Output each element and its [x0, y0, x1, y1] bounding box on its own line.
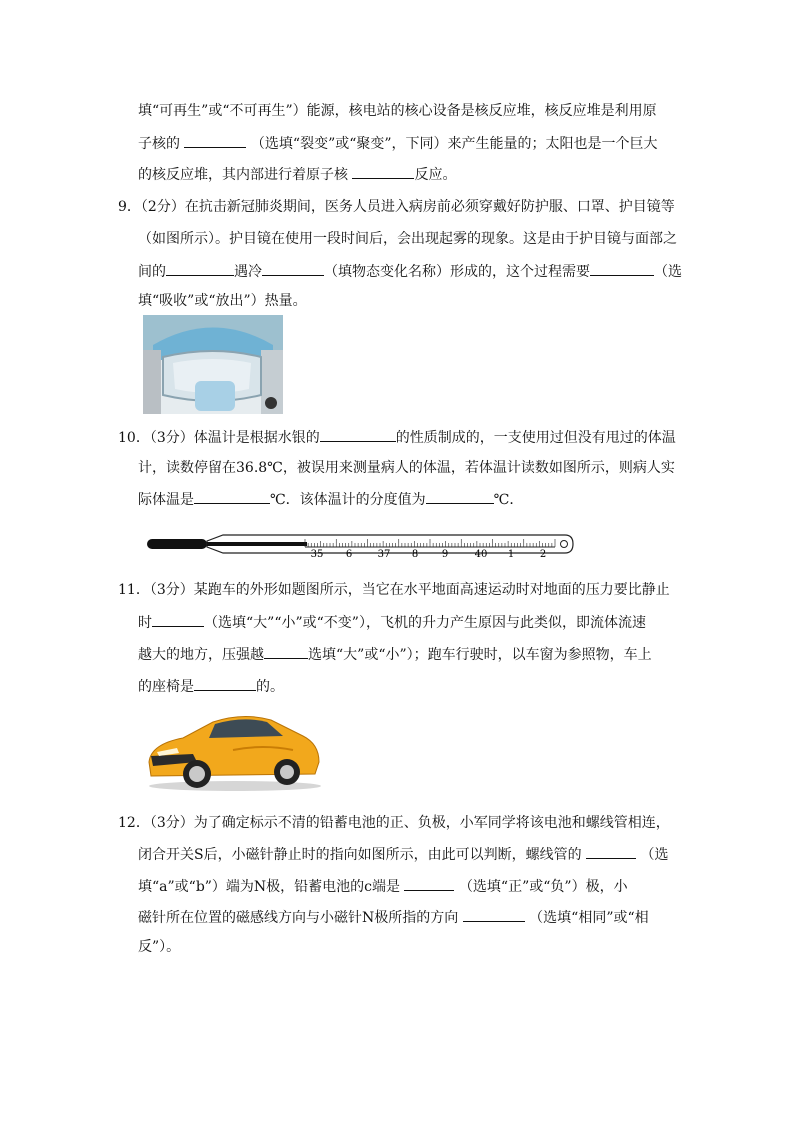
- q9-text: （选: [654, 264, 682, 280]
- q12-line-4: [138, 907, 649, 928]
- q10-text: ℃．: [493, 492, 524, 508]
- answer-blank[interactable]: [184, 133, 246, 148]
- answer-blank[interactable]: [194, 489, 270, 504]
- answer-blank[interactable]: [152, 612, 204, 627]
- tick-label: 40: [474, 549, 488, 560]
- q11-text: 11．（3分）某跑车的外形如题图所示，当它在水平地面高速运动时对地面的压力要比静止: [118, 582, 670, 598]
- answer-blank[interactable]: [194, 676, 256, 691]
- q9-line-2: [138, 229, 677, 249]
- q12-text: （选填“正”或“负”）极，小: [458, 879, 628, 895]
- q11-line-2: [138, 612, 646, 633]
- q11-line-3: [138, 644, 652, 665]
- q12-text: （选填“相同”或“相: [529, 910, 649, 926]
- answer-blank[interactable]: [166, 261, 234, 276]
- q9-text: （如图所示）。护目镜在使用一段时间后，会出现起雾的现象。这是由于护目镜与面部之: [138, 231, 677, 247]
- answer-blank[interactable]: [352, 164, 414, 179]
- answer-blank[interactable]: [586, 844, 636, 859]
- q12-text: 反”）。: [138, 939, 181, 955]
- q11-text: 的。: [256, 679, 284, 695]
- q9-text: 间的: [138, 264, 166, 280]
- thermometer-figure: [145, 530, 577, 560]
- sports-car-illustration: [143, 710, 323, 792]
- q9-line-3: [138, 261, 682, 282]
- answer-blank[interactable]: [463, 907, 525, 922]
- q8-text: 填“可再生”或“不可再生”）能源，核电站的核心设备是核反应堆，核反应堆是利用原: [138, 103, 657, 119]
- answer-blank[interactable]: [320, 427, 396, 442]
- q9-text: 遇冷: [234, 264, 262, 280]
- goggles-photo: [143, 315, 283, 414]
- q11-text: 越大的地方，压强越: [138, 647, 264, 663]
- tick-label: 35: [310, 549, 324, 560]
- q12-line-1: [118, 813, 670, 833]
- q9-text: 9．（2分）在抗击新冠肺炎期间，医务人员进入病房前必须穿戴好防护服、口罩、护目镜等: [118, 199, 675, 215]
- q10-line-2: [138, 458, 675, 478]
- q11-line-1: [118, 580, 670, 600]
- q8-text: 子核的: [138, 136, 180, 152]
- q8-line-1: [138, 101, 657, 121]
- q8-line-2: [138, 133, 658, 154]
- q11-text: 的座椅是: [138, 679, 194, 695]
- q10-text: 10．（3分）体温计是根据水银的: [118, 430, 320, 446]
- q11-text: 选填“大”或“小”）；跑车行驶时，以车窗为参照物，车上: [308, 647, 652, 663]
- q10-line-1: [118, 427, 676, 448]
- q11-text: 时: [138, 615, 152, 631]
- q10-text: 际体温是: [138, 492, 194, 508]
- tick-label: 8: [411, 549, 419, 560]
- q10-line-3: [138, 489, 523, 510]
- q9-line-4: [138, 291, 307, 311]
- tick-label: 2: [539, 549, 547, 560]
- q12-line-5: [138, 937, 180, 957]
- q12-text: 磁针所在位置的磁感线方向与小磁针N极所指的方向: [138, 910, 459, 926]
- answer-blank[interactable]: [264, 644, 308, 659]
- answer-blank[interactable]: [426, 489, 494, 504]
- tick-label: 6: [345, 549, 353, 560]
- answer-blank[interactable]: [262, 261, 324, 276]
- q12-text: （选: [640, 847, 669, 863]
- q12-text: 12．（3分）为了确定标示不清的铅蓄电池的正、负极，小军同学将该电池和螺线管相连，: [118, 815, 670, 831]
- q9-text: 填“吸收”或“放出”）热量。: [138, 293, 307, 309]
- thermometer-illustration: [145, 530, 577, 560]
- tick-label: 37: [377, 549, 391, 560]
- q12-line-2: [138, 844, 669, 865]
- tick-label: 9: [441, 549, 449, 560]
- q8-text: （选填“裂变”或“聚变”，下同）来产生能量的；太阳也是一个巨大: [250, 136, 658, 152]
- q8-line-3: [138, 164, 456, 185]
- tick-label: 1: [507, 549, 515, 560]
- q9-line-1: [118, 197, 675, 217]
- q12-text: 填“a”或“b”）端为N极，铅蓄电池的c端是: [138, 879, 401, 895]
- q11-text: （选填“大”“小”或“不变”），飞机的升力产生原因与此类似，即流体流速: [204, 615, 646, 631]
- q10-text: 计，读数停留在36.8℃，被误用来测量病人的体温，若体温计读数如图所示，则病人实: [138, 460, 675, 476]
- answer-blank[interactable]: [404, 876, 454, 891]
- q10-text: 的性质制成的，一支使用过但没有甩过的体温: [395, 430, 676, 446]
- q8-text: 反应。: [414, 167, 457, 183]
- q11-line-4: [138, 676, 284, 697]
- q8-text: 的核反应堆，其内部进行着原子核: [138, 167, 348, 183]
- answer-blank[interactable]: [590, 261, 654, 276]
- q12-text: 闭合开关S后，小磁针静止时的指向如图所示，由此可以判断，螺线管的: [138, 847, 582, 863]
- goggles-illustration: [143, 315, 283, 414]
- q10-text: ℃．该体温计的分度值为: [270, 492, 426, 508]
- sports-car-image: [143, 710, 323, 792]
- q12-line-3: [138, 876, 628, 897]
- q9-text: （填物态变化名称）形成的，这个过程需要: [324, 264, 590, 280]
